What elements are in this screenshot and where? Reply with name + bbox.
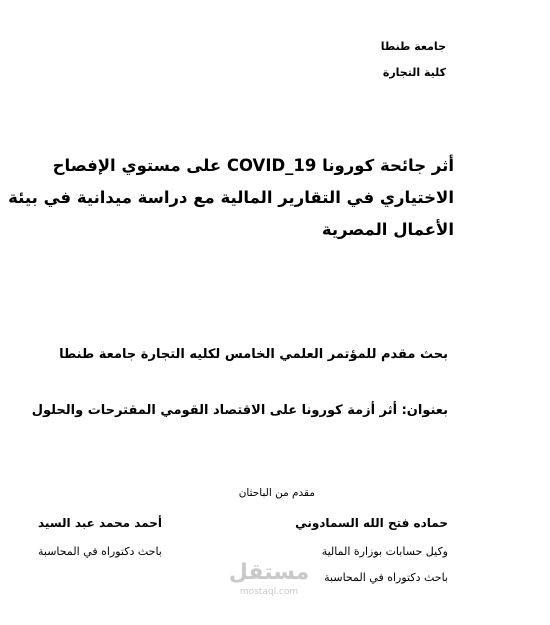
title-line-2: الاختياري في التقارير المالية مع دراسة ميدانية في بيئة xyxy=(8,188,454,207)
topic-line: بعنوان: أثر أزمة كورونا على الاقتصاد القومي المقترحات والحلول xyxy=(31,403,448,418)
watermark-latin: mostaql.com xyxy=(239,587,299,597)
author-right-name: حماده فتح الله السمادوني xyxy=(295,516,448,530)
mostaql-watermark xyxy=(226,560,312,610)
author-right-position: وكيل حسابات بوزارة المالية xyxy=(321,545,448,558)
title-line-3: الأعمال المصرية xyxy=(321,220,454,239)
faculty-name: كلية التجارة xyxy=(382,66,446,79)
university-name: جامعة طنطا xyxy=(380,40,446,53)
title-line-1: أثر جائحة كورونا COVID_19 على مستوي الإفصاح xyxy=(52,156,454,175)
author-left-degree: باحث دكتوراه في المحاسبة xyxy=(38,545,162,558)
watermark-arabic: مستقل xyxy=(228,560,310,585)
author-left-name: أحمد محمد عبد السيد xyxy=(38,516,163,530)
author-right-degree: باحث دكتوراه في المحاسبة xyxy=(324,571,448,584)
paper-title xyxy=(8,150,454,246)
conference-line: بحث مقدم للمؤتمر العلمي الخامس لكليه التجارة جامعة طنطا xyxy=(59,347,448,362)
presented-by-label: مقدم من الباحثان xyxy=(238,487,315,499)
